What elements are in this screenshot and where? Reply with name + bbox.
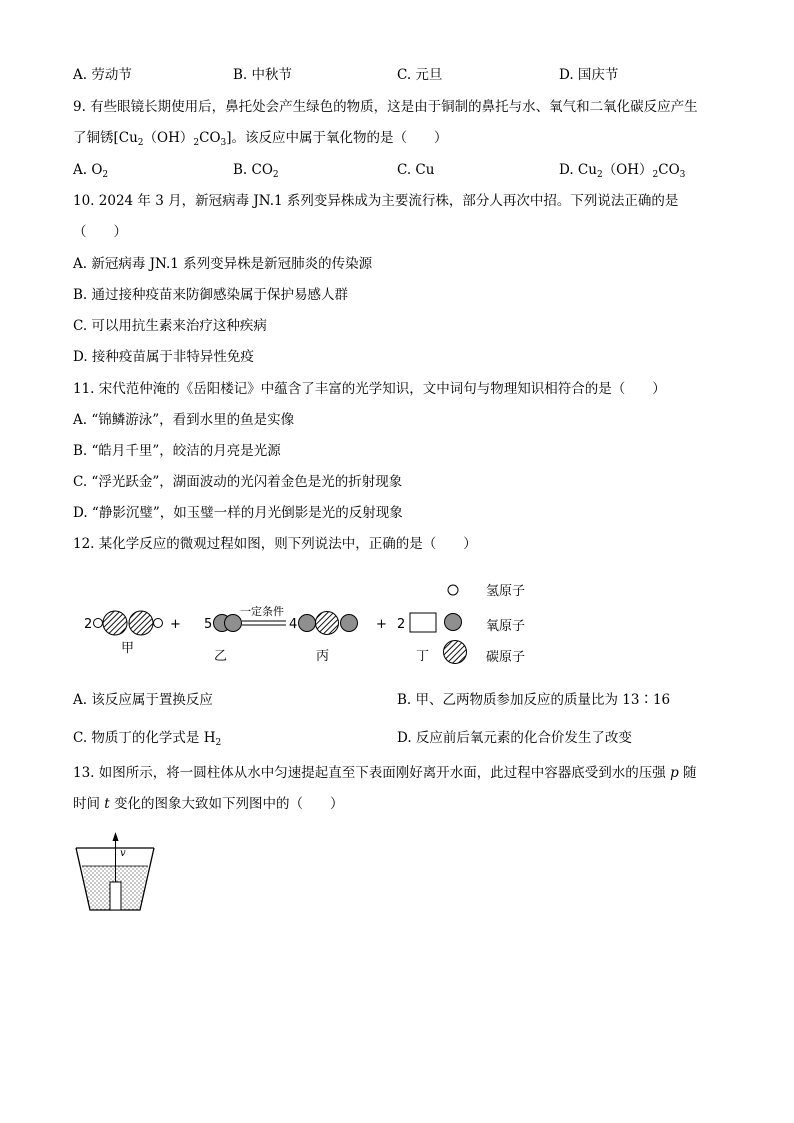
q12-option-a: A. 该反应属于置换反应 (73, 692, 213, 708)
q9-option-b: B. $CO_2$ (233, 162, 279, 180)
legend-oxygen-label: 氧原子 (486, 619, 526, 634)
label-bing: 丙 (316, 649, 330, 664)
plus-1: + (170, 617, 181, 632)
q10-option-c: C. 可以用抗生素来治疗这种疾病 (73, 318, 267, 334)
q11-stem: 11. 宋代范仲淹的《岳阳楼记》中蕴含了丰富的光学知识，文中词句与物理知识相符合的是（ ） (73, 381, 666, 397)
q11-option-b: B. “皓月千里”，皎洁的月亮是光源 (73, 443, 281, 459)
molecule-ding-unknown-box (410, 613, 436, 632)
coef-yi: 5 (204, 617, 213, 632)
q13-stem-line1: 13. 如图所示，将一圆柱体从水中匀速提起直至下表面刚好离开水面，此过程中容器底受到水的压强 p 随 (73, 765, 697, 781)
molecule-yi (214, 615, 242, 632)
q10-option-d: D. 接种疫苗属于非特异性免疫 (73, 349, 254, 365)
q9-options (73, 160, 733, 180)
coef-bing: 4 (289, 617, 298, 632)
coef-jia: 2 (84, 617, 93, 632)
label-yi: 乙 (214, 649, 228, 664)
reaction-condition: 一定条件 (240, 605, 284, 618)
q10-option-a: A. 新冠病毒 JN.1 系列变异株是新冠肺炎的传染源 (73, 256, 373, 272)
q9-option-a: A. $O_2$ (73, 162, 109, 180)
q9-stem-line1: 9. 有些眼镜长期使用后，鼻托处会产生绿色的物质，这是由于铜制的鼻托与水、氧气和二氧化碳反应产生 (73, 99, 698, 115)
q12-option-c: C. 物质丁的化学式是 $H_2$ (73, 730, 222, 748)
q8-option-a: A. 劳动节 (73, 67, 132, 83)
q12-stem: 12. 某化学反应的微观过程如图，则下列说法中，正确的是（ ） (73, 536, 477, 552)
q12-options-row1 (73, 690, 733, 710)
q12-options-row2 (73, 728, 733, 748)
q12-option-d: D. 反应前后氧元素的化合价发生了改变 (397, 730, 632, 746)
velocity-label: v (120, 848, 126, 859)
q10-option-b: B. 通过接种疫苗来防御感染属于保护易感人群 (73, 287, 349, 303)
q12-reaction-diagram (0, 572, 794, 682)
q8-option-b: B. 中秋节 (233, 67, 293, 83)
q8-option-d: D. 国庆节 (559, 67, 619, 83)
q10-stem-line1: 10. 2024 年 3 月，新冠病毒 JN.1 系列变异株成为主要流行株，部分人再次中招。下列说法正确的是 (73, 193, 679, 209)
q13-container-figure (70, 830, 170, 920)
legend-carbon-atom (444, 641, 467, 664)
legend-carbon-label: 碳原子 (486, 650, 526, 665)
legend-oxygen-atom (445, 614, 462, 631)
q13-stem-line2: 时间 t 变化的图象大致如下列图中的（ ） (73, 796, 344, 812)
q9-option-c: C. Cu (397, 162, 435, 178)
label-jia: 甲 (121, 641, 135, 656)
q12-option-b: B. 甲、乙两物质参加反应的质量比为 13∶16 (397, 692, 671, 708)
q10-stem-line2: （ ） (73, 224, 127, 240)
legend-hydrogen-label: 氢原子 (486, 584, 526, 599)
q8-options (73, 65, 733, 85)
q8-option-c: C. 元旦 (397, 67, 443, 83)
q11-option-d: D. “静影沉璧”，如玉璧一样的月光倒影是光的反射现象 (73, 505, 403, 521)
molecule-bing (299, 612, 358, 635)
q9-option-d: D. $Cu_2(OH)_2CO_3$ (559, 162, 686, 180)
coef-ding: 2 (397, 617, 406, 632)
molecule-jia (94, 611, 163, 635)
q9-stem-line2: 了铜锈$[Cu_2(OH)_2CO_3]$。该反应中属于氧化物的是（ ） (73, 130, 448, 148)
q11-option-a: A. “锦鳞游泳”，看到水里的鱼是实像 (73, 412, 295, 428)
q11-option-c: C. “浮光跃金”，湖面波动的光闪着金色是光的折射现象 (73, 474, 403, 490)
plus-2: + (376, 617, 387, 632)
legend-hydrogen-atom (448, 585, 458, 595)
label-ding: 丁 (416, 649, 430, 664)
